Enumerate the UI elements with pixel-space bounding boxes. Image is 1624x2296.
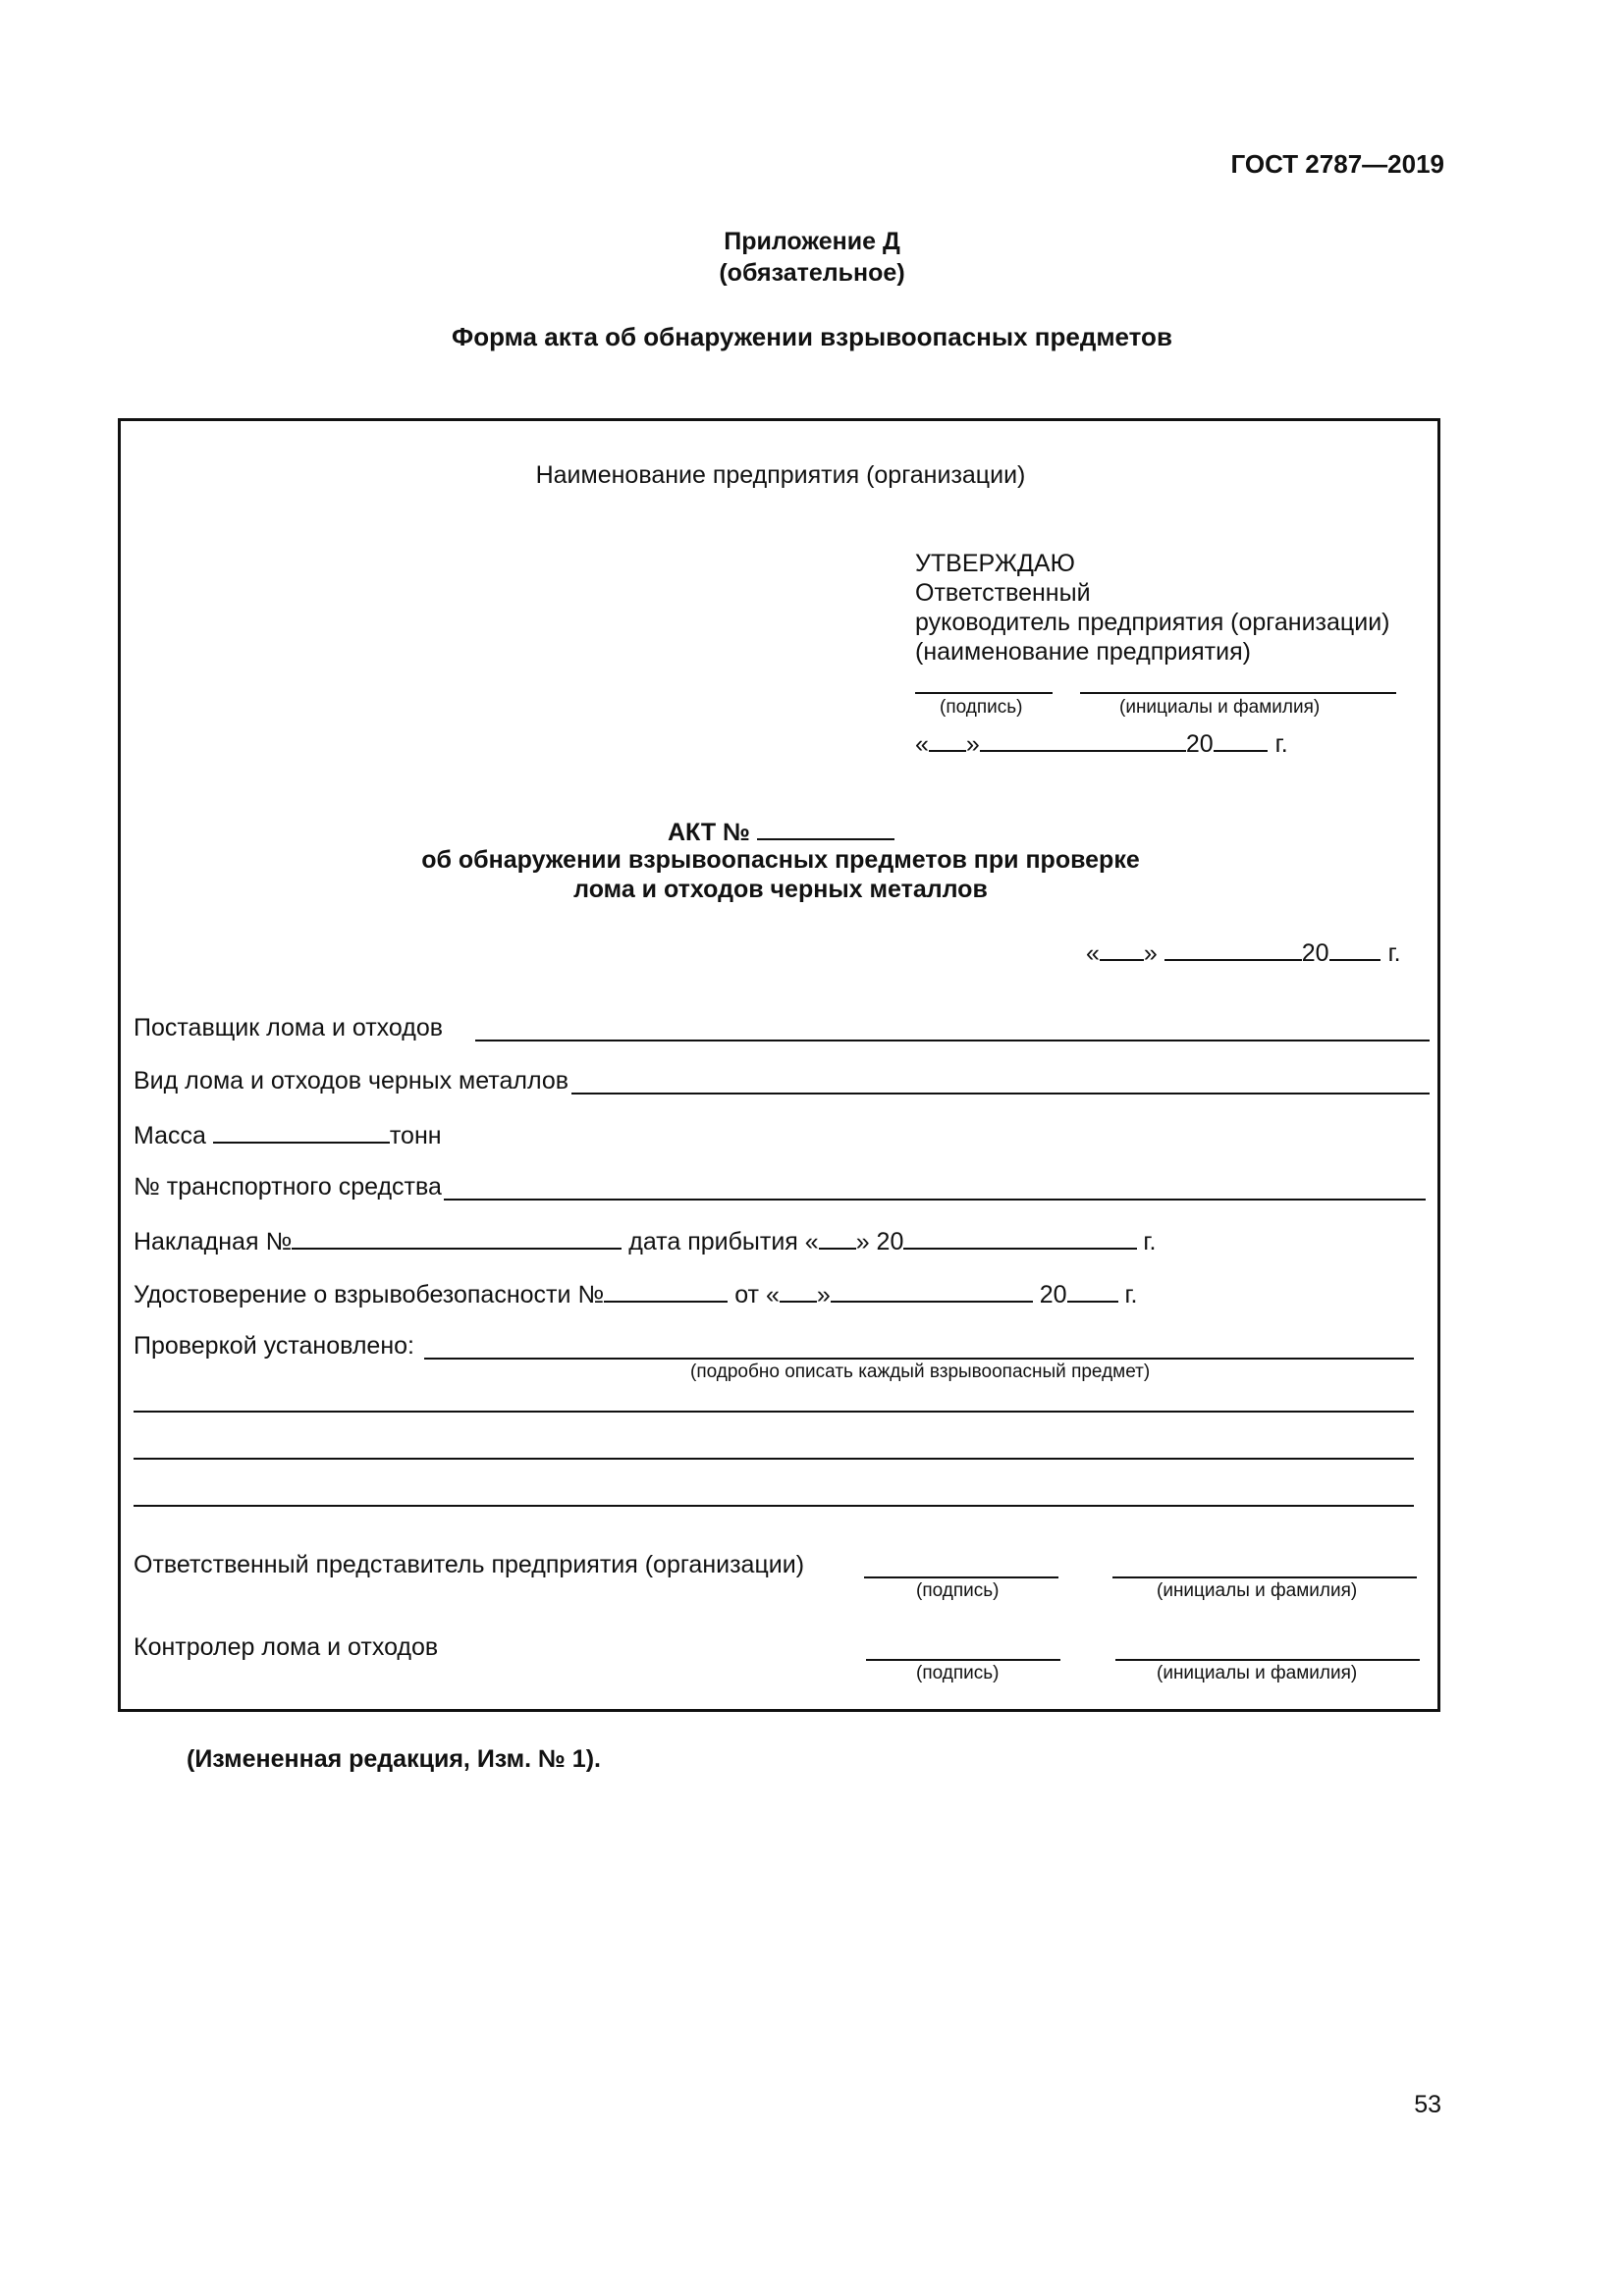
controller-label: Контролер лома и отходов: [134, 1633, 439, 1661]
inspection-caption: (подробно описать каждый взрывоопасный предмет): [690, 1362, 1151, 1382]
representative-signature-line[interactable]: [864, 1576, 1058, 1578]
mass-field[interactable]: [213, 1120, 390, 1144]
year-prefix: 20: [1301, 939, 1329, 967]
inspection-field[interactable]: [424, 1358, 1414, 1360]
scrap-type-label: Вид лома и отходов черных металлов: [134, 1067, 569, 1095]
year-prefix: 20: [1185, 730, 1214, 758]
approve-year-field[interactable]: [1214, 728, 1268, 752]
approve-date: [915, 728, 1288, 759]
revision-note: (Измененная редакция, Изм. № 1).: [187, 1745, 601, 1773]
inspection-line-2[interactable]: [134, 1411, 1414, 1413]
year-prefix: 20: [1039, 1281, 1067, 1308]
certificate-label: Удостоверение о взрывобезопасности №: [134, 1281, 605, 1308]
arrival-label: дата прибытия «: [628, 1228, 819, 1255]
controller-signature-line[interactable]: [866, 1659, 1060, 1661]
approve-position-2: руководитель предприятия (организации): [915, 609, 1390, 636]
representative-signature-caption: (подпись): [916, 1580, 1000, 1601]
approve-name-line[interactable]: [1080, 692, 1396, 694]
act-number-field[interactable]: [757, 817, 894, 840]
approve-position-1: Ответственный: [915, 579, 1091, 607]
mass-label: Масса: [134, 1122, 206, 1149]
act-year-field[interactable]: [1329, 937, 1380, 961]
representative-name-line[interactable]: [1112, 1576, 1417, 1578]
form-title: Форма акта об обнаружении взрывоопасных предметов: [452, 322, 1172, 351]
approve-name-caption: (инициалы и фамилия): [1119, 697, 1321, 718]
inspection-line-3[interactable]: [134, 1458, 1414, 1460]
approve-signature-caption: (подпись): [940, 697, 1023, 718]
representative-label: Ответственный представитель предприятия (организации): [134, 1551, 805, 1578]
mass-unit: тонн: [389, 1122, 442, 1149]
appendix-title: Приложение Д: [724, 228, 900, 255]
act-title: [668, 817, 894, 847]
act-month-field[interactable]: [1164, 937, 1302, 961]
act-subtitle-2: лома и отходов черных металлов: [573, 876, 988, 903]
mass-row: [134, 1120, 442, 1150]
supplier-field[interactable]: [475, 1040, 1430, 1041]
year-suffix: г.: [1387, 939, 1401, 967]
invoice-number-field[interactable]: [292, 1226, 622, 1250]
vehicle-label: № транспортного средства: [134, 1173, 442, 1201]
quote-close: »: [965, 730, 980, 758]
controller-signature-caption: (подпись): [916, 1663, 1000, 1683]
certificate-month-field[interactable]: [831, 1279, 1033, 1303]
controller-name-caption: (инициалы и фамилия): [1157, 1663, 1358, 1683]
organization-name-label: Наименование предприятия (организации): [535, 461, 1026, 489]
act-date: [1086, 937, 1401, 968]
supplier-label: Поставщик лома и отходов: [134, 1014, 444, 1041]
arrival-day-field[interactable]: [819, 1226, 856, 1250]
year-suffix: г.: [1124, 1281, 1138, 1308]
representative-name-caption: (инициалы и фамилия): [1157, 1580, 1358, 1601]
approve-signature-line[interactable]: [915, 692, 1053, 694]
arrival-year-field[interactable]: [903, 1226, 1137, 1250]
quote-open: «: [915, 730, 929, 758]
quote-close: »: [816, 1281, 831, 1308]
quote-open: «: [1086, 939, 1100, 967]
scrap-type-field[interactable]: [571, 1093, 1430, 1095]
document-code: ГОСТ 2787—2019: [1230, 149, 1444, 179]
approve-month-field[interactable]: [980, 728, 1186, 752]
appendix-subtitle: (обязательное): [719, 259, 905, 287]
invoice-label: Накладная №: [134, 1228, 293, 1255]
act-subtitle-1: об обнаружении взрывоопасных предметов при проверке: [421, 846, 1140, 874]
act-number-label: АКТ №: [668, 819, 751, 846]
vehicle-field[interactable]: [444, 1199, 1426, 1201]
inspection-label: Проверкой установлено:: [134, 1332, 414, 1360]
certificate-from-label: от «: [734, 1281, 780, 1308]
certificate-day-field[interactable]: [780, 1279, 817, 1303]
quote-close: »: [1143, 939, 1158, 967]
page-number: 53: [1414, 2091, 1441, 2118]
controller-name-line[interactable]: [1115, 1659, 1420, 1661]
act-day-field[interactable]: [1100, 937, 1144, 961]
arrival-suffix: г.: [1143, 1228, 1157, 1255]
year-suffix: г.: [1274, 730, 1288, 758]
approve-position-3: (наименование предприятия): [915, 638, 1251, 666]
approve-label: УТВЕРЖДАЮ: [915, 550, 1075, 577]
inspection-line-4[interactable]: [134, 1505, 1414, 1507]
approve-day-field[interactable]: [929, 728, 966, 752]
arrival-year-prefix: » 20: [855, 1228, 904, 1255]
certificate-year-field[interactable]: [1067, 1279, 1118, 1303]
invoice-row: [134, 1226, 1156, 1256]
certificate-row: [134, 1279, 1137, 1309]
certificate-number-field[interactable]: [604, 1279, 728, 1303]
